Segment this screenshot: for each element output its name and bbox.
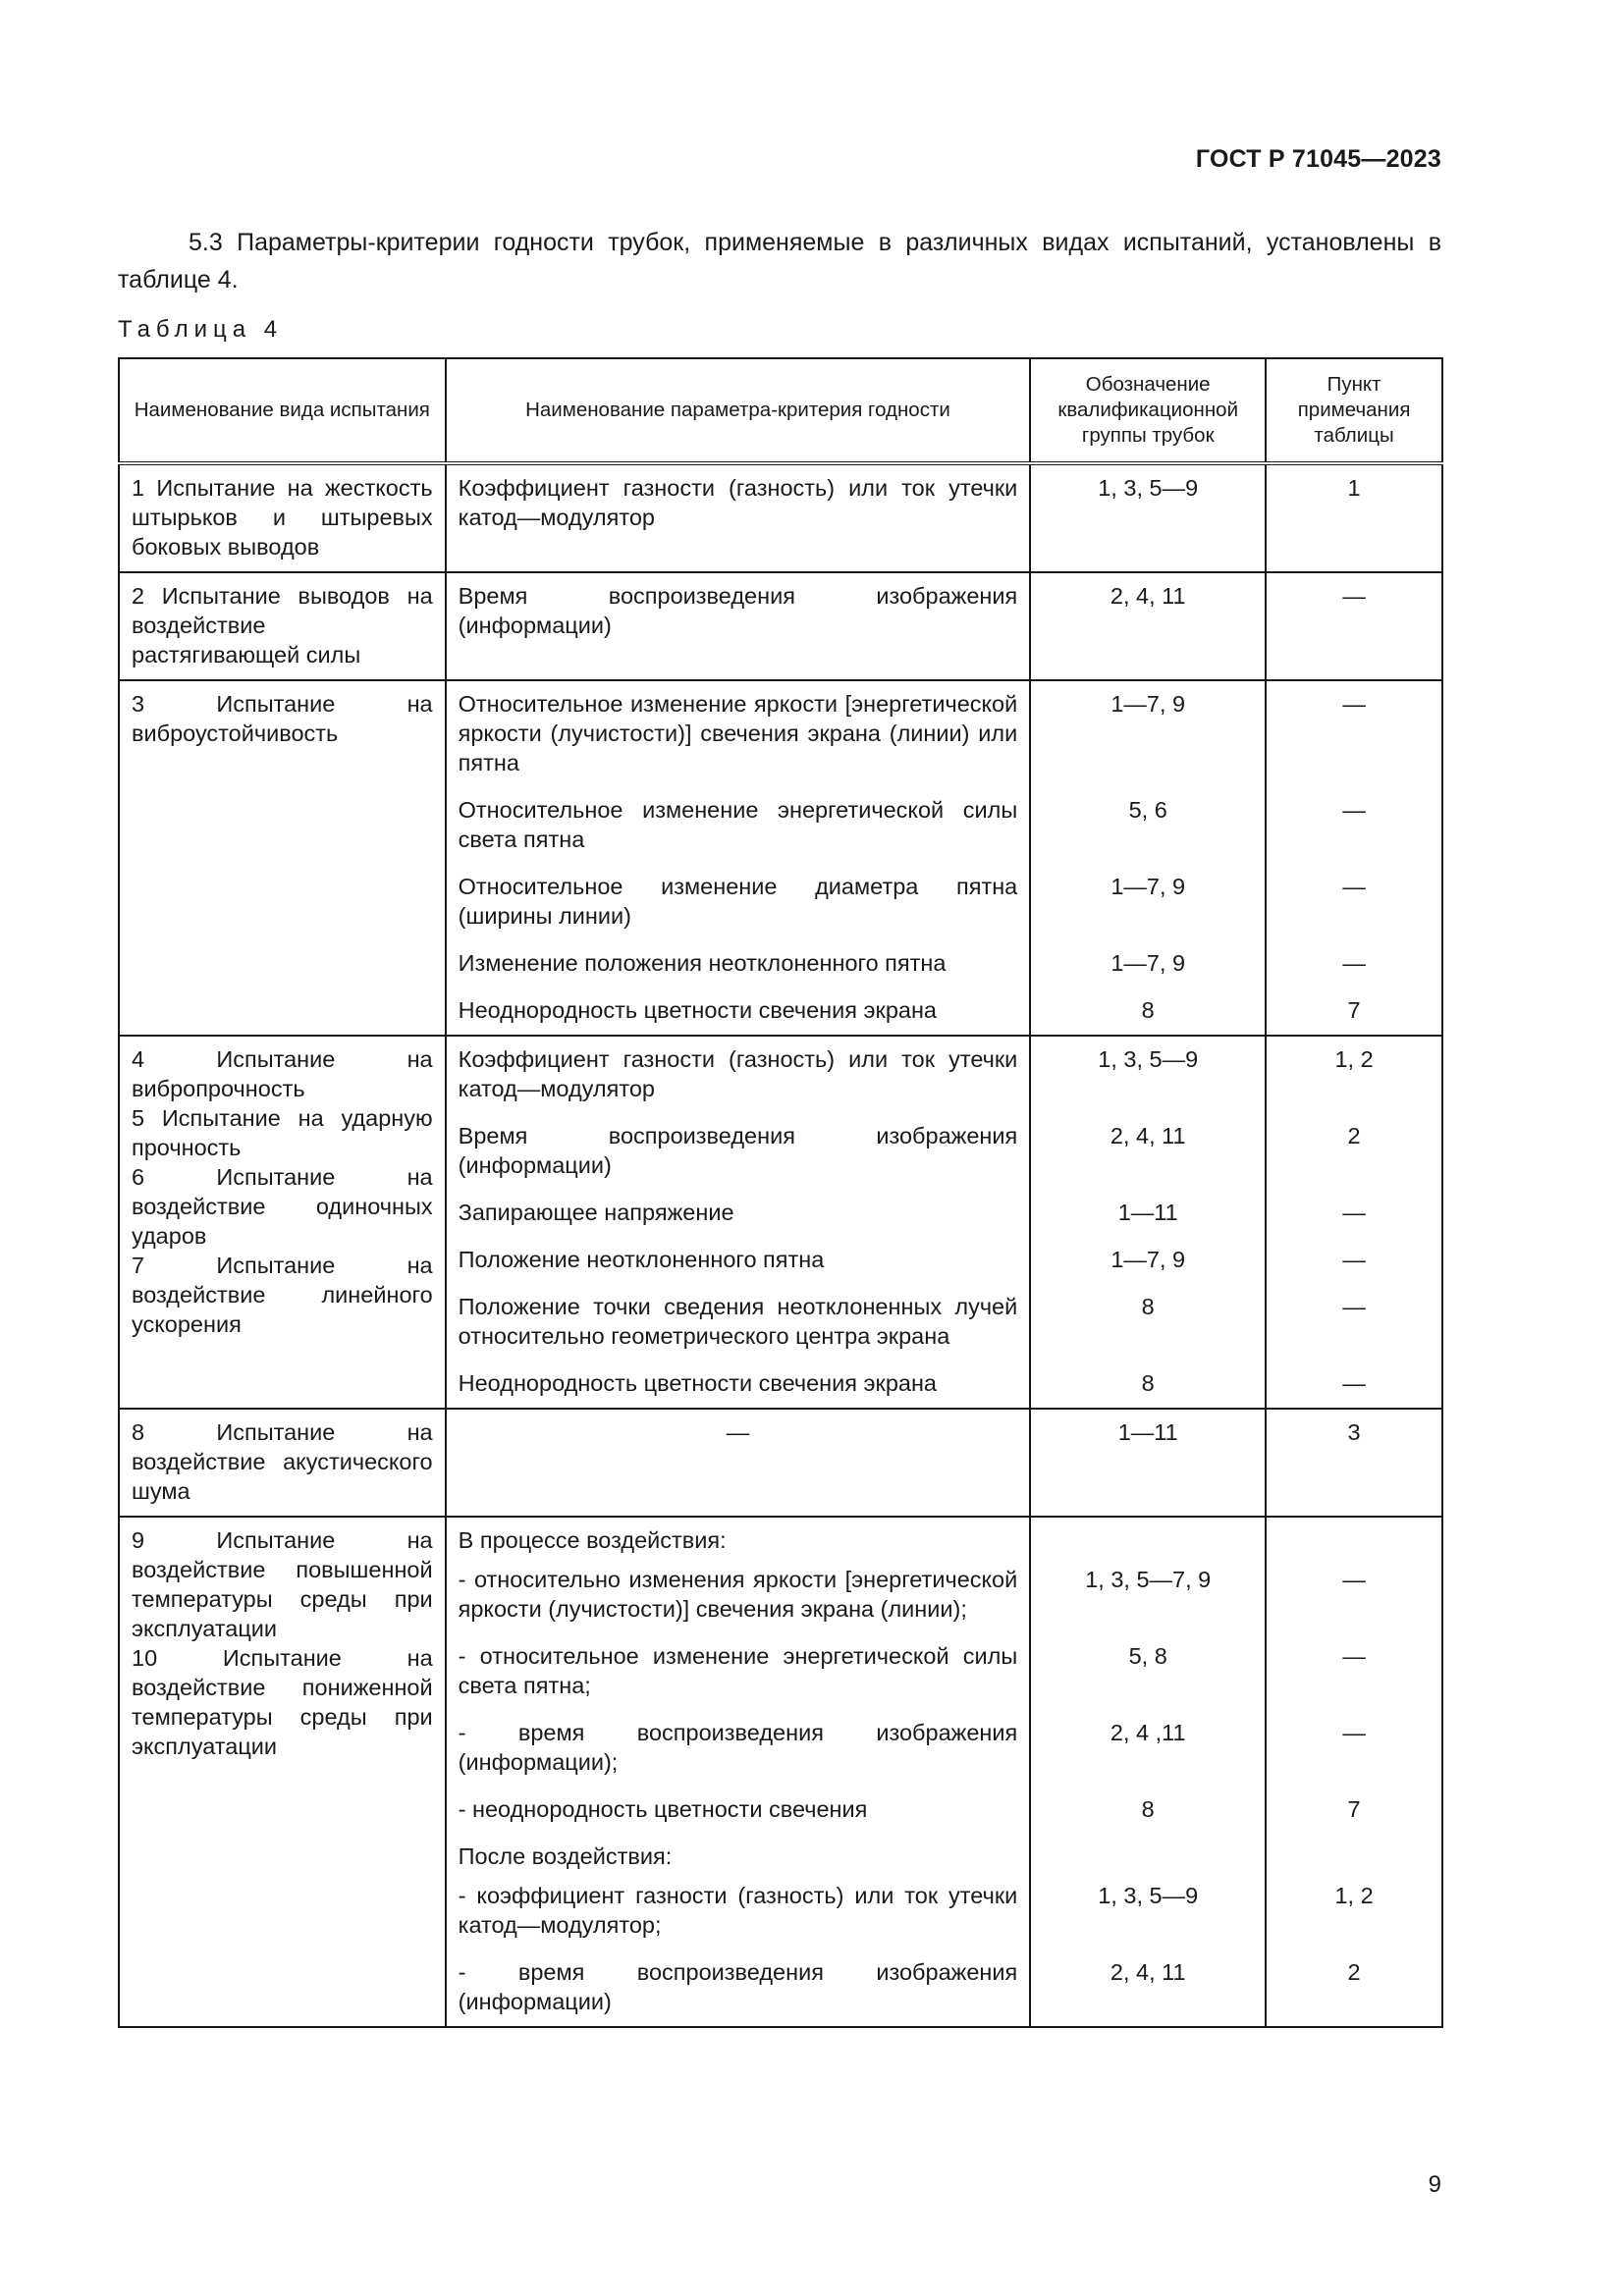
header-note: Пункт примечания таблицы (1266, 358, 1442, 463)
test-cell (119, 1036, 446, 1409)
group-value: 2, 4, 11 (1110, 1959, 1186, 1985)
header-test: Наименование вида испытания (119, 358, 446, 463)
test-cell (119, 572, 446, 680)
test-name: 6 Испытание на воздействие одиночных ударов (132, 1164, 433, 1249)
note-value (1278, 1842, 1430, 1881)
group-value: 1, 3, 5—9 (1098, 475, 1199, 501)
group-value: 2, 4, 11 (1110, 583, 1186, 609)
note-value: — (1342, 583, 1366, 609)
page-number: 9 (1428, 2171, 1441, 2198)
test-cell (119, 680, 446, 1036)
header-param: Наименование параметра-критерия годности (446, 358, 1031, 463)
group-value: 8 (1141, 997, 1155, 1023)
note-value: 1, 2 (1334, 1046, 1374, 1072)
table-body (119, 463, 1442, 2027)
param-value: Время воспроизведения изображения (информации) (458, 1123, 1018, 1178)
note-value: — (1342, 1567, 1366, 1592)
group-value: 5, 8 (1128, 1643, 1167, 1669)
table-row (119, 1409, 1442, 1517)
table-row (119, 463, 1442, 572)
table-row (119, 680, 1442, 1036)
note-value: — (1342, 1720, 1366, 1745)
test-name: 8 Испытание на воздействие акустического шума (132, 1419, 433, 1504)
test-cell (119, 463, 446, 572)
param-value: В процессе воздействия: (458, 1527, 727, 1553)
note-cell (1266, 463, 1442, 572)
param-value: - время воспроизведения изображения (информации); (458, 1720, 1018, 1775)
param-value: - неоднородность цветности свечения (458, 1796, 868, 1822)
note-value: — (1342, 1200, 1366, 1225)
group-value (1043, 1842, 1253, 1881)
group-cell (1030, 1409, 1266, 1517)
test-name: 1 Испытание на жесткость штырьков и штыревых боковых выводов (132, 475, 433, 560)
param-value: Относительное изменение энергетической силы света пятна (458, 797, 1018, 852)
param-value: Запирающее напряжение (458, 1200, 734, 1225)
group-cell (1030, 1517, 1266, 2027)
group-value: 1, 3, 5—7, 9 (1085, 1567, 1212, 1592)
param-value: Коэффициент газности (газность) или ток утечки катод—модулятор (458, 475, 1018, 530)
group-value: 1—11 (1117, 1200, 1178, 1225)
test-name: 2 Испытание выводов на воздействие растягивающей силы (132, 583, 433, 667)
param-value: Неоднородность цветности свечения экрана (458, 1370, 938, 1396)
group-value: 8 (1141, 1294, 1155, 1319)
group-value: 1—7, 9 (1110, 874, 1186, 899)
test-cell (119, 1517, 446, 2027)
note-value: 1, 2 (1334, 1883, 1374, 1908)
document-designation: ГОСТ Р 71045—2023 (1195, 145, 1441, 173)
group-cell (1030, 572, 1266, 680)
header-group: Обозначение квалификационной группы трубок (1030, 358, 1266, 463)
table-header-row (119, 358, 1442, 463)
param-value: Время воспроизведения изображения (информации) (458, 583, 1018, 638)
group-value: 1—7, 9 (1110, 1247, 1186, 1272)
param-value: — (726, 1419, 750, 1445)
note-value: — (1342, 691, 1366, 717)
table-row (119, 1036, 1442, 1409)
group-value: 8 (1141, 1370, 1155, 1396)
group-value: 1—11 (1117, 1419, 1178, 1445)
table-caption: Таблица 4 (118, 316, 284, 343)
group-value: 2, 4 ,11 (1110, 1720, 1186, 1745)
note-cell (1266, 1036, 1442, 1409)
note-value: — (1342, 1643, 1366, 1669)
note-value: 7 (1347, 1796, 1361, 1822)
note-cell (1266, 1409, 1442, 1517)
group-value: 1, 3, 5—9 (1098, 1883, 1199, 1908)
test-name: 5 Испытание на ударную прочность (132, 1105, 433, 1160)
intro-paragraph: 5.3 Параметры-критерии годности трубок, применяемые в различных видах испытаний, установлены в таблице 4. (118, 229, 1441, 294)
note-cell (1266, 572, 1442, 680)
note-value: 2 (1347, 1123, 1361, 1148)
table-row (119, 572, 1442, 680)
test-name: 3 Испытание на виброустойчивость (132, 691, 433, 746)
group-cell (1030, 1036, 1266, 1409)
test-cell (119, 1409, 446, 1517)
table-row (119, 1517, 1442, 2027)
group-value (1043, 1525, 1253, 1565)
test-name: 4 Испытание на вибропрочность (132, 1046, 433, 1101)
note-value: — (1342, 950, 1366, 976)
param-value: - коэффициент газности (газность) или ток утечки катод—модулятор; (458, 1883, 1018, 1938)
group-value: 1—7, 9 (1110, 950, 1186, 976)
param-value: Относительное изменение яркости [энергетической яркости (лучистости)] свечения экрана (линии) или пятна (458, 691, 1018, 775)
param-value: - время воспроизведения изображения (информации) (458, 1959, 1018, 2014)
test-name: 7 Испытание на воздействие линейного ускорения (132, 1253, 433, 1337)
group-cell (1030, 680, 1266, 1036)
param-cell (446, 680, 1031, 1036)
note-cell (1266, 1517, 1442, 2027)
param-value: Коэффициент газности (газность) или ток утечки катод—модулятор (458, 1046, 1018, 1101)
group-cell (1030, 463, 1266, 572)
note-value: — (1342, 1370, 1366, 1396)
param-cell (446, 1036, 1031, 1409)
param-cell (446, 572, 1031, 680)
param-value: - относительное изменение энергетической силы света пятна; (458, 1643, 1018, 1698)
note-value (1278, 1525, 1430, 1565)
note-value: 1 (1347, 475, 1361, 501)
note-cell (1266, 680, 1442, 1036)
param-value: Неоднородность цветности свечения экрана (458, 997, 938, 1023)
note-value: 2 (1347, 1959, 1361, 1985)
group-value: 5, 6 (1128, 797, 1167, 823)
note-value: 7 (1347, 997, 1361, 1023)
note-value: — (1342, 874, 1366, 899)
param-value: Положение точки сведения неотклоненных лучей относительно геометрического центра экрана (458, 1294, 1018, 1349)
group-value: 1—7, 9 (1110, 691, 1186, 717)
param-cell (446, 1517, 1031, 2027)
note-value: — (1342, 1247, 1366, 1272)
param-cell (446, 1409, 1031, 1517)
param-value: Относительное изменение диаметра пятна (ширины линии) (458, 874, 1018, 929)
criteria-table (118, 357, 1443, 2028)
param-value: После воздействия: (458, 1843, 673, 1869)
param-value: - относительно изменения яркости [энергетической яркости (лучистости)] свечения экрана (линии); (458, 1567, 1018, 1622)
note-value: — (1342, 1294, 1366, 1319)
param-value: Изменение положения неотклоненного пятна (458, 950, 947, 976)
test-name: 10 Испытание на воздействие пониженной температуры среды при эксплуатации (132, 1645, 433, 1759)
group-value: 2, 4, 11 (1110, 1123, 1186, 1148)
group-value: 8 (1141, 1796, 1155, 1822)
param-cell (446, 463, 1031, 572)
note-value: 3 (1347, 1419, 1361, 1445)
note-value: — (1342, 797, 1366, 823)
param-value: Положение неотклоненного пятна (458, 1247, 825, 1272)
group-value: 1, 3, 5—9 (1098, 1046, 1199, 1072)
test-name: 9 Испытание на воздействие повышенной температуры среды при эксплуатации (132, 1527, 433, 1641)
